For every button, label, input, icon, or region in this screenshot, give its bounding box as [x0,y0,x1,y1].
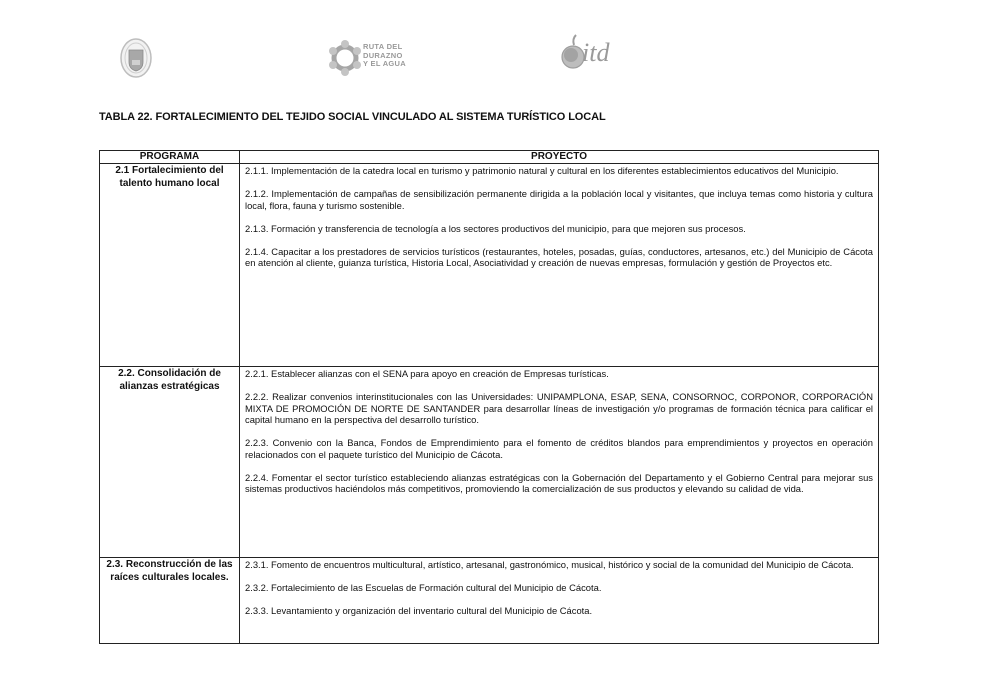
proyecto-item: 2.1.4. Capacitar a los prestadores de servicios turísticos (restaurantes, hoteles, posadas, guías, conductores, artesanos, etc.) del Municipio de Cácota en atención al cliente, guianza turística, Historia Local, Asociatividad y creación de nuevas empresas, formulación y gestión de Proyectos etc. [245,245,873,268]
program-project-table [99,150,879,644]
proyecto-item: 2.1.2. Implementación de campañas de sensibilización permanente dirigida a la población local y visitantes, que incluya temas como historia y cultura local, flora, fauna y turismo sostenible. [245,188,873,211]
municipal-seal-logo [118,36,154,80]
proyecto-item: 2.2.2. Realizar convenios interinstitucionales con las Universidades: UNIPAMPLONA, ESAP, SENA, CONSORNOC, CORPONOR, CORPORACIÓN MIXTA DE PROMOCIÓN DE NORTE DE SANTANDER para desarrollar líneas de investigación y/o programas de formación técnica para calificar el capital humano en la perspectiva del desarrollo turístico. [245,391,873,425]
proyecto-item: 2.3.2. Fortalecimiento de las Escuelas de Formación cultural del Municipio de Cácota. [245,582,602,593]
table-row [100,164,879,367]
proyecto-item: 2.2.4. Fomentar el sector turístico estableciendo alianzas estratégicas con la Gobernación del Departamento y el Gobierno Central para mejorar sus sistemas productivos haciéndolos más competitivos, promoviendo la comercialización de sus productos y elevando su calidad de vida. [245,471,873,494]
table-row [100,558,879,644]
itd-logo [560,32,640,76]
proyecto-cell [240,558,879,644]
proyecto-cell [240,367,879,558]
itd-logo-text: itd [582,38,610,67]
ruta-logo-line: DURAZNO [363,50,403,60]
proyecto-item: 2.1.1. Implementación de la catedra local en turismo y patrimonio natural y cultural en los diferentes establecimientos educativos del Municipio. [245,165,839,176]
ruta-logo-line: Y EL AGUA [363,59,406,68]
proyecto-cell [240,164,879,367]
proyecto-item: 2.1.3. Formación y transferencia de tecnología a los sectores productivos del municipio, para que mejoren sus procesos. [245,222,746,234]
programa-cell: 2.1 Fortalecimiento del talento humano local [100,164,240,367]
programa-cell: 2.3. Reconstrucción de las raíces culturales locales. [100,558,240,644]
proyecto-item: 2.2.1. Establecer alianzas con el SENA para apoyo en creación de Empresas turísticas. [245,368,609,379]
ruta-logo-text [363,43,406,69]
proyecto-item: 2.3.3. Levantamiento y organización del inventario cultural del Municipio de Cácota. [245,605,593,616]
column-header-programa: PROGRAMA [100,151,240,164]
table-title: TABLA 22. FORTALECIMIENTO DEL TEJIDO SOCIAL VINCULADO AL SISTEMA TURÍSTICO LOCAL [99,111,606,123]
proyecto-item: 2.3.1. Fomento de encuentros multicultural, artístico, artesanal, gastronómico, musical, histórico y social de la comunidad del Municipio de Cácota. [245,559,854,570]
programa-cell: 2.2. Consolidación de alianzas estratégicas [100,367,240,558]
table-row [100,367,879,558]
column-header-proyecto: PROYECTO [240,151,879,164]
seal-icon [118,36,154,80]
table-header-row [100,151,879,164]
ruta-del-durazno-logo [328,38,440,78]
proyecto-item: 2.2.3. Convenio con la Banca, Fondos de Emprendimiento para el fomento de créditos blandos para emprendimientos y proyectos en operación relacionados con el paquete turístico del Municipio de Cácota. [245,437,873,460]
flower-swirl-icon [328,38,362,78]
ruta-logo-line: RUTA DEL [363,42,403,51]
